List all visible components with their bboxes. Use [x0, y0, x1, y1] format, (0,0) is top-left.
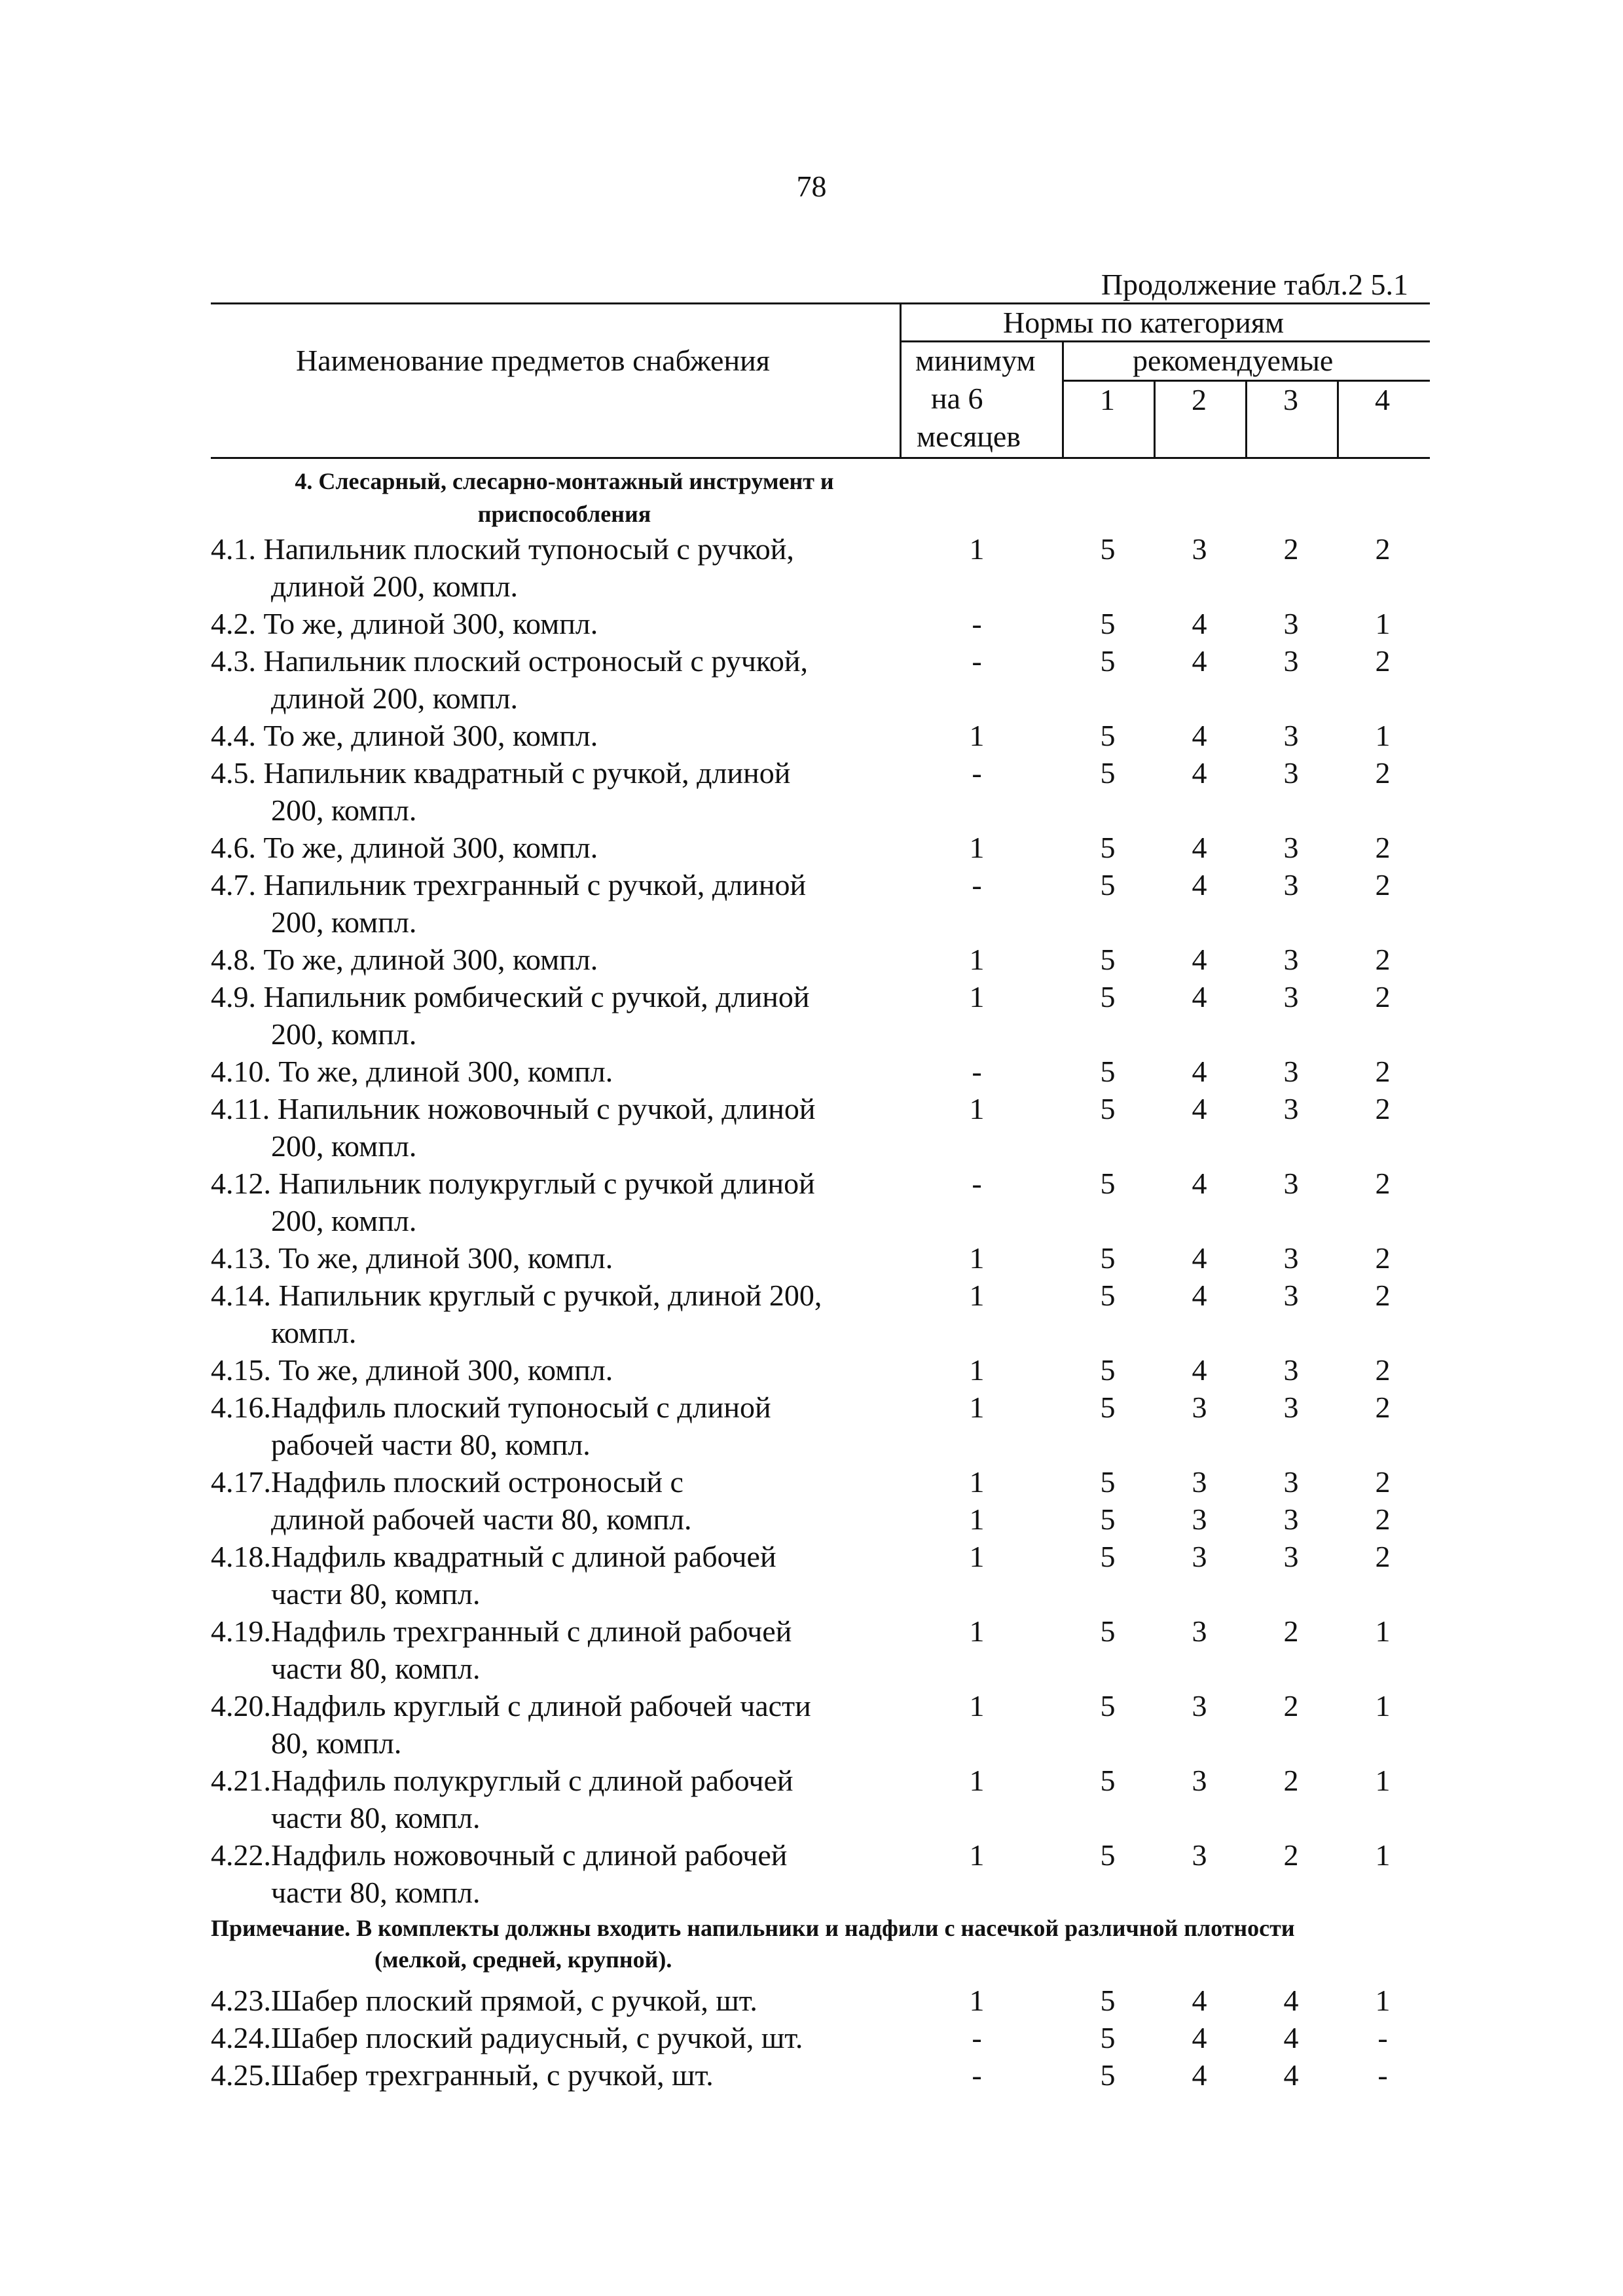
name-column-header: Наименование предметов снабжения — [296, 344, 770, 377]
value-min: - — [972, 607, 982, 640]
item-name-line2: части 80, компл. — [271, 1801, 481, 1834]
cat3-header: 3 — [1283, 383, 1298, 416]
value-c1: 5 — [1100, 831, 1116, 864]
item-name-line1: 4.18.Надфиль квадратный с длиной рабочей — [211, 1540, 776, 1573]
item-name-line2: 200, компл. — [271, 1129, 417, 1163]
value-c1: 5 — [1100, 1984, 1116, 2017]
norms-header: Нормы по категориям — [1003, 306, 1285, 339]
value-c4: 2 — [1375, 1465, 1391, 1499]
value-c1: 5 — [1100, 943, 1116, 976]
value-c2: 4 — [1192, 1092, 1207, 1125]
item-name — [211, 1277, 872, 1351]
value-c4: 2 — [1375, 868, 1391, 902]
item-name — [211, 1762, 872, 1836]
value-c1: 5 — [1100, 868, 1116, 902]
value-min: 1 — [969, 1540, 985, 1573]
item-name-line1: 4.22.Надфиль ножовочный с длиной рабочей — [211, 1838, 788, 1872]
note-line2: (мелкой, средней, крупной). — [374, 1946, 672, 1973]
item-name-line1: 4.11. Напильник ножовочный с ручкой, длиной — [211, 1092, 816, 1125]
value-c3: 3 — [1283, 1279, 1299, 1312]
value-c3: 3 — [1283, 1167, 1299, 1200]
value-c4: 2 — [1375, 1279, 1391, 1312]
value-c3: 2 — [1283, 1838, 1299, 1872]
value-c3: 3 — [1283, 719, 1299, 752]
item-name-line2: части 80, компл. — [271, 1577, 481, 1611]
value-c4: 2 — [1375, 1241, 1391, 1275]
item-name-line1: 4.2. То же, длиной 300, компл. — [211, 607, 598, 640]
value-c4: 1 — [1375, 1838, 1391, 1872]
value-c2: 4 — [1192, 1353, 1207, 1387]
value-c2: 3 — [1192, 1764, 1207, 1797]
value-c1: 5 — [1100, 980, 1116, 1013]
value-min: 1 — [969, 980, 985, 1013]
value-c2: 4 — [1192, 719, 1207, 752]
cat4-header: 4 — [1375, 383, 1390, 416]
value-c4: - — [1377, 2058, 1388, 2092]
item-name-line1: 4.24.Шабер плоский радиусный, с ручкой, шт. — [211, 2021, 803, 2054]
value-c1: 5 — [1100, 756, 1116, 790]
item-name — [211, 1053, 872, 1090]
value-c3: 3 — [1283, 756, 1299, 790]
item-name-line1: 4.9. Напильник ромбический с ручкой, длиной — [211, 980, 810, 1013]
value-c1: 5 — [1100, 1503, 1116, 1536]
value-c2: 4 — [1192, 607, 1207, 640]
value-min: 1 — [969, 719, 985, 752]
value-c3: 3 — [1283, 1540, 1299, 1573]
item-name — [211, 717, 872, 754]
item-name-line2: части 80, компл. — [271, 1876, 481, 1909]
item-name-line2: 80, компл. — [271, 1726, 402, 1760]
value-c1: 5 — [1100, 644, 1116, 678]
value-c1: 5 — [1100, 2021, 1116, 2054]
item-name — [211, 2056, 872, 2094]
header-divider-min — [1062, 340, 1064, 457]
norms-rule — [900, 340, 1430, 342]
item-name-line1: 4.15. То же, длиной 300, компл. — [211, 1353, 613, 1387]
value-min: - — [972, 1055, 982, 1088]
cat1-header: 1 — [1100, 383, 1115, 416]
value-c4: 2 — [1375, 980, 1391, 1013]
item-name-line1: 4.1. Напильник плоский тупоносый с ручкой, — [211, 532, 794, 566]
value-c2: 3 — [1192, 532, 1207, 566]
value-c1: 5 — [1100, 1465, 1116, 1499]
item-name-line2: компл. — [271, 1316, 357, 1349]
item-name-line2: 200, компл. — [271, 1017, 417, 1051]
value-c4: 2 — [1375, 756, 1391, 790]
value-c3: 3 — [1283, 1503, 1299, 1536]
value-c4: 2 — [1375, 1353, 1391, 1387]
value-c4: 1 — [1375, 1764, 1391, 1797]
value-c2: 4 — [1192, 1241, 1207, 1275]
item-name-line1: 4.13. То же, длиной 300, компл. — [211, 1241, 613, 1275]
value-c1: 5 — [1100, 607, 1116, 640]
value-c4: 2 — [1375, 532, 1391, 566]
item-name-line2: части 80, компл. — [271, 1652, 481, 1685]
item-name — [211, 2019, 872, 2056]
item-name — [211, 605, 872, 642]
value-min: - — [972, 1167, 982, 1200]
value-c3: 3 — [1283, 980, 1299, 1013]
section-title-line2: приспособления — [477, 501, 651, 527]
value-min: 1 — [969, 1279, 985, 1312]
item-name-line1: 4.16.Надфиль плоский тупоносый с длиной — [211, 1391, 771, 1424]
value-c4: 2 — [1375, 1092, 1391, 1125]
value-c3: 3 — [1283, 1353, 1299, 1387]
value-c3: 2 — [1283, 532, 1299, 566]
value-c3: 3 — [1283, 1092, 1299, 1125]
value-min: - — [972, 756, 982, 790]
item-name — [211, 530, 872, 605]
section-title-line1: 4. Слесарный, слесарно-монтажный инструмент и — [295, 468, 834, 494]
item-name — [211, 1501, 872, 1538]
value-c3: 3 — [1283, 868, 1299, 902]
value-c1: 5 — [1100, 1055, 1116, 1088]
item-name — [211, 1613, 872, 1687]
table-note — [211, 1912, 1430, 1975]
value-c2: 4 — [1192, 943, 1207, 976]
value-min: - — [972, 644, 982, 678]
value-c3: 4 — [1283, 2058, 1299, 2092]
value-c4: 2 — [1375, 644, 1391, 678]
value-c1: 5 — [1100, 1241, 1116, 1275]
item-name-line2: рабочей части 80, компл. — [271, 1428, 591, 1461]
item-name-line1: 4.21.Надфиль полукруглый с длиной рабочей — [211, 1764, 793, 1797]
value-c1: 5 — [1100, 1838, 1116, 1872]
value-c3: 3 — [1283, 1391, 1299, 1424]
item-name — [211, 754, 872, 829]
value-min: 1 — [969, 1838, 985, 1872]
item-name-line1: 4.12. Напильник полукруглый с ручкой длиной — [211, 1167, 815, 1200]
value-c4: 2 — [1375, 1391, 1391, 1424]
cat2-header: 2 — [1192, 383, 1207, 416]
value-c2: 3 — [1192, 1540, 1207, 1573]
value-c3: 3 — [1283, 644, 1299, 678]
item-name-line1: 4.10. То же, длиной 300, компл. — [211, 1055, 613, 1088]
item-name — [211, 978, 872, 1053]
value-c4: 2 — [1375, 831, 1391, 864]
item-name-line1: 4.8. То же, длиной 300, компл. — [211, 943, 598, 976]
item-name — [211, 941, 872, 978]
item-name-line2: длиной 200, компл. — [271, 570, 519, 603]
value-c1: 5 — [1100, 1391, 1116, 1424]
header-divider-cat2 — [1245, 380, 1247, 457]
value-c1: 5 — [1100, 719, 1116, 752]
value-c1: 5 — [1100, 1764, 1116, 1797]
value-c2: 4 — [1192, 756, 1207, 790]
value-c3: 3 — [1283, 831, 1299, 864]
item-name-line2: 200, компл. — [271, 905, 417, 939]
value-c4: 2 — [1375, 1055, 1391, 1088]
item-name-line1: 4.20.Надфиль круглый с длиной рабочей части — [211, 1689, 811, 1722]
value-c2: 3 — [1192, 1614, 1207, 1648]
value-c4: 2 — [1375, 943, 1391, 976]
value-c3: 2 — [1283, 1689, 1299, 1722]
value-c2: 4 — [1192, 644, 1207, 678]
header-divider-cat1 — [1154, 380, 1156, 457]
value-c3: 2 — [1283, 1614, 1299, 1648]
item-name — [211, 829, 872, 866]
item-name — [211, 1836, 872, 1911]
value-c4: 1 — [1375, 1984, 1391, 2017]
item-name-line1: 4.5. Напильник квадратный с ручкой, длиной — [211, 756, 791, 790]
value-min: 1 — [969, 831, 985, 864]
item-name-line1: 4.4. То же, длиной 300, компл. — [211, 719, 598, 752]
value-min: 1 — [969, 1984, 985, 2017]
min-header-line3: месяцев — [917, 420, 1021, 453]
value-c3: 3 — [1283, 1055, 1299, 1088]
value-c2: 4 — [1192, 2058, 1207, 2092]
value-c1: 5 — [1100, 1279, 1116, 1312]
value-c4: 1 — [1375, 719, 1391, 752]
item-name-line1: 4.14. Напильник круглый с ручкой, длиной 200, — [211, 1279, 822, 1312]
value-min: - — [972, 868, 982, 902]
value-c4: - — [1377, 2021, 1388, 2054]
value-min: - — [972, 2021, 982, 2054]
value-c3: 3 — [1283, 943, 1299, 976]
value-c2: 4 — [1192, 868, 1207, 902]
value-c2: 4 — [1192, 831, 1207, 864]
value-c2: 3 — [1192, 1465, 1207, 1499]
value-min: 1 — [969, 1092, 985, 1125]
value-c1: 5 — [1100, 1353, 1116, 1387]
value-c3: 2 — [1283, 1764, 1299, 1797]
note-line1: Примечание. В комплекты должны входить напильники и надфили с насечкой различной плотности — [211, 1915, 1295, 1941]
value-c2: 4 — [1192, 1279, 1207, 1312]
item-name-line1: 4.23.Шабер плоский прямой, с ручкой, шт. — [211, 1984, 757, 2017]
value-c1: 5 — [1100, 1167, 1116, 1200]
item-name — [211, 1538, 872, 1613]
value-c3: 3 — [1283, 607, 1299, 640]
item-name — [211, 1982, 872, 2019]
value-min: 1 — [969, 1764, 985, 1797]
item-name-line1: 4.6. То же, длиной 300, компл. — [211, 831, 598, 864]
page-number: 78 — [796, 170, 827, 203]
value-c1: 5 — [1100, 532, 1116, 566]
section-title — [237, 465, 892, 530]
value-c1: 5 — [1100, 1092, 1116, 1125]
value-c1: 5 — [1100, 2058, 1116, 2092]
item-name-line2: 200, компл. — [271, 1204, 417, 1237]
value-min: 1 — [969, 1689, 985, 1722]
value-c2: 4 — [1192, 1984, 1207, 2017]
value-c2: 4 — [1192, 1055, 1207, 1088]
value-c3: 3 — [1283, 1465, 1299, 1499]
item-name — [211, 1463, 872, 1501]
item-name — [211, 1687, 872, 1762]
item-name-line1: 4.19.Надфиль трехгранный с длиной рабочей — [211, 1614, 792, 1648]
value-c3: 4 — [1283, 1984, 1299, 2017]
value-c4: 1 — [1375, 607, 1391, 640]
item-name-line2: 200, компл. — [271, 793, 417, 827]
value-c2: 3 — [1192, 1391, 1207, 1424]
value-min: 1 — [969, 532, 985, 566]
value-c4: 1 — [1375, 1689, 1391, 1722]
item-name-line1: 4.17.Надфиль плоский остроносый с — [211, 1465, 684, 1499]
min-header-line2: на 6 — [931, 382, 983, 415]
table-top-rule — [211, 302, 1430, 304]
item-name-line1: 4.3. Напильник плоский остроносый с ручкой, — [211, 644, 809, 678]
value-c4: 1 — [1375, 1614, 1391, 1648]
item-name-line1: длиной рабочей части 80, компл. — [271, 1503, 692, 1536]
value-min: 1 — [969, 1353, 985, 1387]
min-header-line1: минимум — [915, 344, 1036, 377]
header-divider-name — [900, 302, 902, 457]
item-name-line1: 4.25.Шабер трехгранный, с ручкой, шт. — [211, 2058, 714, 2092]
header-divider-cat3 — [1337, 380, 1339, 457]
value-c4: 2 — [1375, 1503, 1391, 1536]
value-min: 1 — [969, 1465, 985, 1499]
table-continuation-caption: Продолжение табл.2 5.1 — [1101, 268, 1408, 301]
value-min: 1 — [969, 1241, 985, 1275]
value-c4: 2 — [1375, 1167, 1391, 1200]
item-name — [211, 866, 872, 941]
item-name — [211, 1090, 872, 1165]
value-c1: 5 — [1100, 1689, 1116, 1722]
value-min: 1 — [969, 943, 985, 976]
item-name — [211, 1389, 872, 1463]
value-c2: 3 — [1192, 1838, 1207, 1872]
value-c2: 3 — [1192, 1689, 1207, 1722]
value-c3: 3 — [1283, 1241, 1299, 1275]
value-c2: 3 — [1192, 1503, 1207, 1536]
item-name-line2: длиной 200, компл. — [271, 682, 519, 715]
value-min: - — [972, 2058, 982, 2092]
header-bottom-rule — [211, 457, 1430, 459]
item-name — [211, 1239, 872, 1277]
value-min: 1 — [969, 1503, 985, 1536]
value-c3: 4 — [1283, 2021, 1299, 2054]
item-name — [211, 1165, 872, 1239]
value-c2: 4 — [1192, 980, 1207, 1013]
value-min: 1 — [969, 1391, 985, 1424]
item-name-line1: 4.7. Напильник трехгранный с ручкой, длиной — [211, 868, 807, 902]
value-c4: 2 — [1375, 1540, 1391, 1573]
value-c1: 5 — [1100, 1614, 1116, 1648]
value-c2: 4 — [1192, 2021, 1207, 2054]
item-name — [211, 642, 872, 717]
value-min: 1 — [969, 1614, 985, 1648]
value-c2: 4 — [1192, 1167, 1207, 1200]
item-name — [211, 1351, 872, 1389]
value-c1: 5 — [1100, 1540, 1116, 1573]
recommended-header: рекомендуемые — [1133, 344, 1334, 377]
